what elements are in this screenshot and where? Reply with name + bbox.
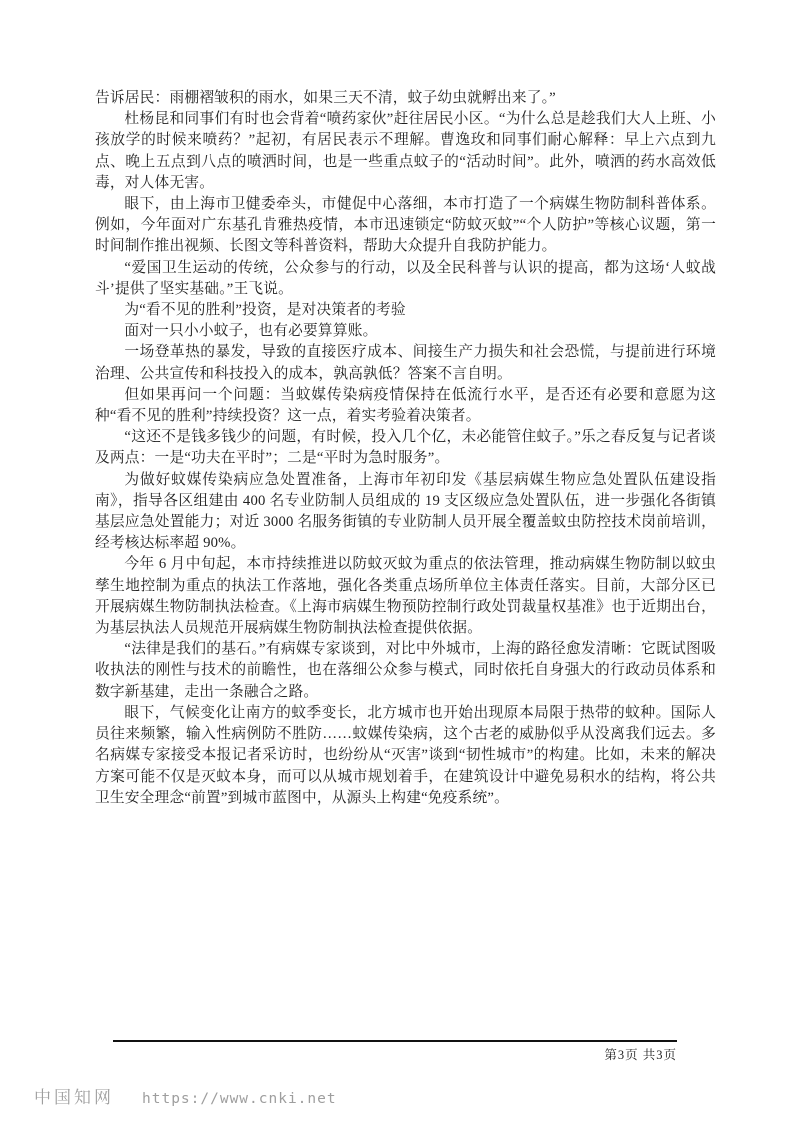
article-paragraph: 一场登革热的暴发，导致的直接医疗成本、间接生产力损失和社会恐慌，与提前进行环境治理、公共宣传和科技投入的成本，孰高孰低？答案不言自明。 [95, 344, 716, 382]
article-paragraph: “这还不是钱多钱少的问题，有时候，投入几个亿，未必能管住蚊子。”乐之春反复与记者谈及两点：一是“功夫在平时”；二是“平时为急时服务”。 [95, 429, 716, 467]
page-number: 第3页 共3页 [604, 1048, 677, 1062]
article-paragraph: 为做好蚊媒传染病应急处置准备，上海市年初印发《基层病媒生物应急处置队伍建设指南》，指导各区组建由 400 名专业防制人员组成的 19 支区级应急处置队伍，进一步强化各街镇基层应急处置能力；对近 3000 名服务街镇的专业防制人员开展全覆盖蚊虫防控技术岗前培训，经考核达标率超 90%。 [95, 471, 716, 552]
article-paragraph: 为“看不见的胜利”投资，是对决策者的考验 [124, 302, 406, 319]
cnki-logo-text: 中国知网 [34, 1088, 114, 1107]
article-paragraph: 告诉居民：雨棚褶皱积的雨水，如果三天不清，蚊子幼虫就孵出来了。” [95, 90, 556, 106]
cnki-url: https://www.cnki.net [142, 1091, 337, 1107]
article-paragraph: 杜杨昆和同事们有时也会背着“喷药家伙”赶往居民小区。“为什么总是趁我们大人上班、小孩放学的时候来喷药？”起初，有居民表示不理解。曹逸玫和同事们耐心解释：早上六点到九点、晚上五点到八点的喷洒时间，也是一些重点蚊子的“活动时间”。此外，喷洒的药水高效低毒，对人体无害。 [95, 111, 716, 191]
article-paragraph: “法律是我们的基石。”有病媒专家谈到，对比中外城市，上海的路径愈发清晰：它既试图吸收执法的刚性与技术的前瞻性，也在落细公众参与模式，同时依托自身强大的行政动员体系和数字新基建，走出一条融合之路。 [95, 641, 716, 700]
article-paragraph: 但如果再问一个问题：当蚊媒传染病疫情保持在低流行水平，是否还有必要和意愿为这种“看不见的胜利”持续投资？这一点，着实考验着决策者。 [95, 386, 716, 425]
article-paragraph: 面对一只小小蚊子，也有必要算算账。 [124, 323, 378, 340]
article-paragraph: 今年 6 月中旬起，本市持续推进以防蚊灭蚊为重点的依法管理，推动病媒生物防制以蚊虫孳生地控制为重点的执法工作落地，强化各类重点场所单位主体责任落实。目前，大部分区已开展病媒生物防制执法检查。《上海市病媒生物预防控制行政处罚裁量权基准》也于近期出台，为基层执法人员规范开展病媒生物防制执法检查提供依据。 [95, 556, 716, 637]
footer-divider [113, 1040, 677, 1042]
article-paragraph: “爱国卫生运动的传统，公众参与的行动，以及全民科普与认识的提高，都为这场‘人蚊战斗’提供了坚实基础。”王飞说。 [95, 259, 716, 297]
article-paragraph: 眼下，气候变化让南方的蚊季变长，北方城市也开始出现原本局限于热带的蚊种。国际人员往来频繁，输入性病例防不胜防……蚊媒传染病，这个古老的威胁似乎从没离我们远去。多名病媒专家接受本报记者采访时，也纷纷从“灭害”谈到“韧性城市”的构建。比如，未来的解决方案可能不仅是灭蚊本身，而可以从城市规划着手，在建筑设计中避免易积水的结构，将公共卫生安全理念“前置”到城市蓝图中，从源头上构建“免疫系统”。 [95, 704, 716, 806]
article-paragraph: 眼下，由上海市卫健委牵头，市健促中心落细，本市打造了一个病媒生物防制科普体系。例如，今年面对广东基孔肯雅热疫情，本市迅速锁定“防蚊灭蚊”“个人防护”等核心议题，第一时间制作推出视频、长图文等科普资料，帮助大众提升自我防护能力。 [95, 196, 716, 255]
cnki-branding [34, 1083, 337, 1108]
article-body [95, 88, 716, 809]
